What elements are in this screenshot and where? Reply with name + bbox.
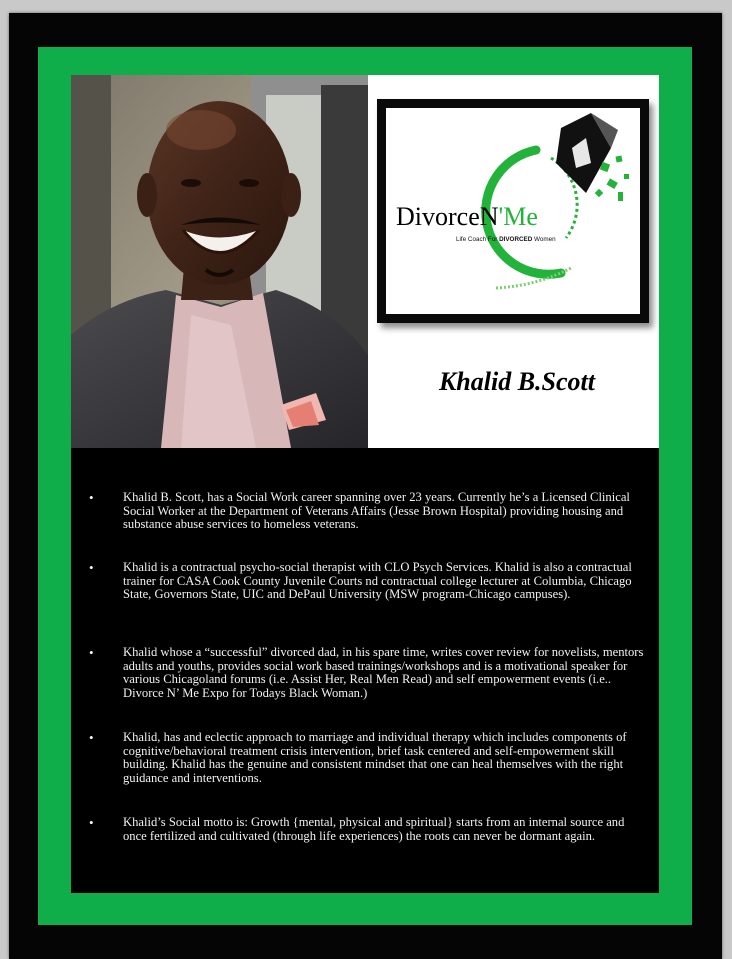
person-name: Khalid B.Scott xyxy=(438,367,596,396)
flyer-content xyxy=(71,75,659,893)
bio-section xyxy=(71,448,659,893)
profile-photo xyxy=(71,75,368,448)
divorce-n-me-logo xyxy=(386,108,640,314)
bio-item: • Khalid’s Social motto is: Growth {mental, physical and spiritual} starts from an internal source and once fertilized and cultivated (through life experiences) the roots can never be dormant again. xyxy=(89,815,625,843)
green-border-frame xyxy=(38,47,692,925)
document-page xyxy=(9,13,722,959)
bullet-icon: • xyxy=(89,560,94,575)
bullet-icon: • xyxy=(89,490,94,505)
bio-item: • Khalid is a contractual psycho-social therapist with CLO Psych Services. Khalid is also a contractual trainer for CASA Cook County Juvenile Courts nd contractual college lecturer at Columbia, Chicago State, Governors State, UIC and DePaul University (MSW program-Chicago campuses). xyxy=(89,560,632,602)
bullet-icon: • xyxy=(89,815,94,830)
logo-tagline: Life Coach For DIVORCED Women xyxy=(456,236,556,243)
logo-panel xyxy=(368,75,659,448)
bio-item: • Khalid B. Scott, has a Social Work career spanning over 23 years. Currently he’s a Licensed Clinical Social Worker at the Department of Veterans Affairs (Jesse Brown Hospital) providing housing and substance abuse services to homeless veterans. xyxy=(89,490,630,532)
bio-item: • Khalid, has and eclectic approach to marriage and individual therapy which includes components of cognitive/behavioral treatment crisis intervention, brief task centered and self-empowerment skill building. Khalid has the genuine and consistent mindset that one can heal themselves with the right guidance and interventions. xyxy=(89,730,627,785)
person-portrait-photo xyxy=(71,75,368,448)
bullet-icon: • xyxy=(89,645,94,660)
logo-brand-text: DivorceN'Me xyxy=(396,202,538,231)
bio-item: • Khalid whose a “successful” divorced dad, in his spare time, writes cover review for novelists, mentors adults and youths, provides social work based trainings/workshops and is a motivational speaker for various Chicagoland forums (i.e. Assist Her, Real Men Read) and self empowerment events (i.e.. Divorce N’ Me Expo for Todays Black Woman.) xyxy=(89,645,644,700)
logo-frame xyxy=(377,99,649,323)
bullet-icon: • xyxy=(89,730,94,745)
